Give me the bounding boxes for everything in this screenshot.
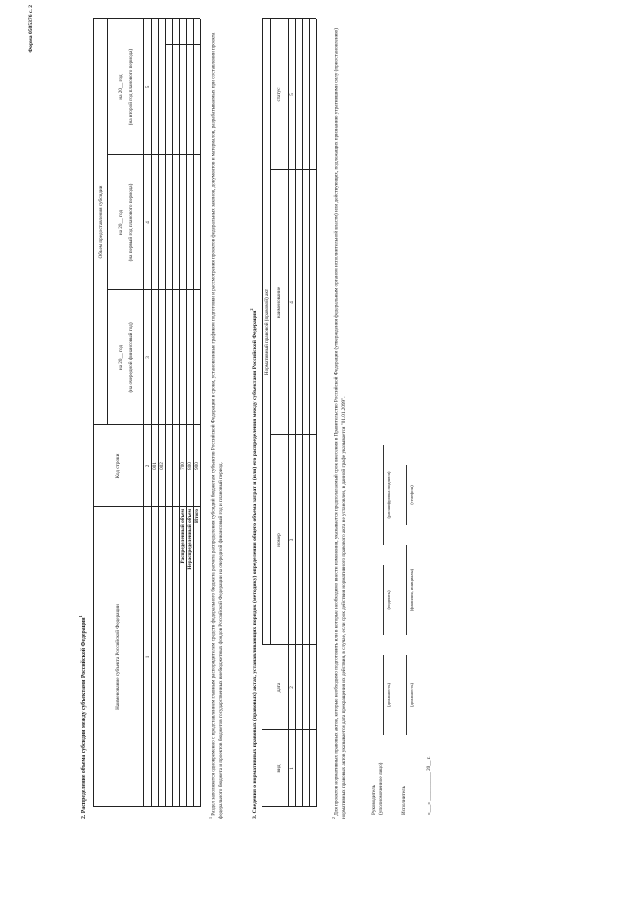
head-label-note: (уполномоченное лицо) (378, 762, 384, 815)
section-3-heading: 3. Сведения о нормативных правовых (правовых) актах, устанавливающих порядок (методику) определения общего объема затрат и (или) его распределения между субъектами Российской Федерации$^2$ (249, 308, 258, 819)
row-label-total: Итого (194, 509, 200, 523)
row-code: 001 (152, 462, 158, 470)
col-header-row-code: Код строки (115, 453, 121, 479)
caption-phone: (телефон) (409, 485, 414, 505)
col-number: 3 (289, 538, 295, 542)
col-number: 2 (145, 464, 151, 468)
col-header-year-2-note: (на первый год планового периода) (128, 183, 134, 262)
col-number: 4 (145, 221, 151, 224)
col-number: 4 (289, 301, 295, 304)
caption-fio: (фамилия, инициалы) (409, 568, 414, 612)
section-2-heading: 2. Распределение объема субсидии между субъектами Российской Федерации$^1$ (78, 615, 87, 819)
caption-signature: (подпись) (386, 590, 391, 610)
row-code: 900 (194, 462, 200, 470)
footnote-2: $^2$ Для проектов нормативных правовых актов, которые необходимо подготовить или в которые необходимо внести изменения, указывается предполагаемый срок внесения в Правительство Российской Федерации (утверждения федеральным органом исполнительной власти) или действующих, подлежащих признанию утратившими силу (приостановлению) нормативных правовых актов указывается дата прекращения их действия, в случае, если срок действия нормативного правового акта не установлен, в данной графе указывается "01.01.2099". (331, 28, 347, 819)
row-code: 002 (159, 462, 165, 470)
col-header-date: дата (276, 682, 282, 693)
col-header-year-1-note: (на очередной финансовый год) (128, 322, 134, 393)
caption-signature-decoded: (расшифровка подписи) (386, 471, 391, 519)
col-header-status: статус (276, 87, 282, 102)
col-number: 5 (289, 93, 295, 96)
col-number: 2 (289, 686, 295, 689)
col-header-year-3-note: (на второй год планового периода) (128, 48, 134, 126)
date-line: «___» ___________ 20__ г. (426, 756, 432, 815)
footnote-1: $^1$ Раздел заполняется одновременно с представлением главным распорядителем средств федерального бюджета расчета распределения субсидий бюджетам субъектов Российской Федерации в сроки, установленные графиком подготовки и рассмотрения проектов федеральных законов, документов и материалов, разрабатываемых при составлении проекта федерального бюджета и проектов бюджетов государственных внебюджетных фондов Российской Федерации на очередной финансовый год и плановый период. (208, 32, 224, 819)
executor-label: Исполнитель (401, 785, 407, 815)
caption-position: (должность) (386, 682, 391, 708)
col-header-number: номер (276, 533, 282, 547)
form-number: Форма 0505376 с. 2 (28, 5, 34, 53)
col-header-normative-act: Нормативный правовой (правовой) акт (264, 288, 270, 376)
col-header-year-1: на 20__ год (118, 344, 124, 371)
col-header-name: наименование (276, 286, 282, 319)
row-code: 700 (180, 462, 186, 470)
col-header-year-2: на 20__ год (118, 209, 124, 236)
col-header-volume: Объем предоставления субсидии (98, 185, 104, 259)
col-header-year-3: на 20__ год (118, 74, 124, 100)
col-number: 1 (145, 655, 151, 659)
head-label: Руководитель (371, 784, 377, 815)
col-header-type: вид (276, 764, 282, 773)
row-code: 800 (187, 462, 193, 470)
col-number: 5 (145, 85, 151, 89)
row-label-distributed: Распределенный объем (180, 509, 186, 564)
row-label-undistributed: Нераспределенный объем (187, 509, 193, 570)
col-number: 1 (289, 767, 295, 770)
col-number: 3 (145, 356, 151, 359)
col-header-subject-name: Наименование субъекта Российской Федерации (115, 604, 121, 710)
caption-executor-position: (должность) (409, 682, 414, 708)
